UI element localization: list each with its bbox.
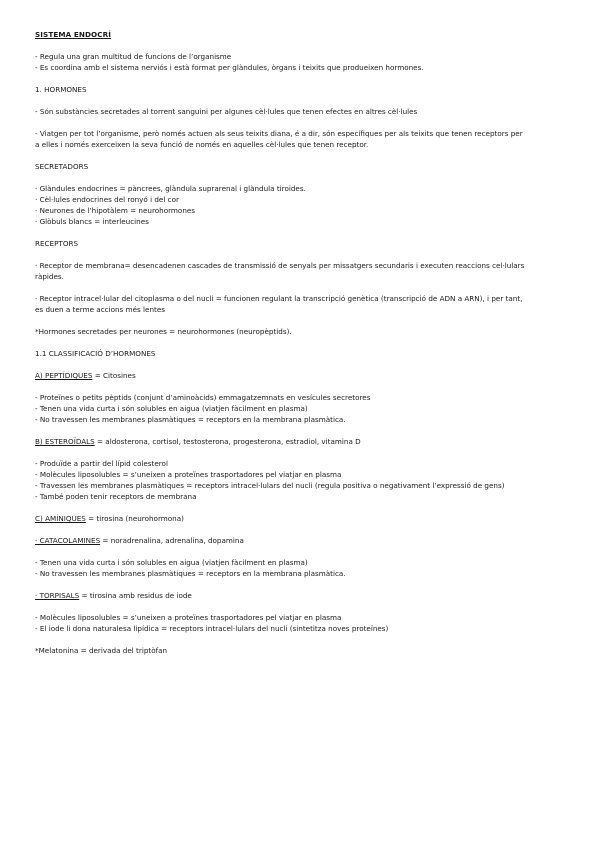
receptor-item: ràpides. — [35, 272, 64, 281]
receptor-item: · Receptor de membrana= desencadenen cascades de transmissió de senyals per missatgers secundaris i executen reaccions cel·lulars — [35, 261, 525, 270]
subheading-aminiques — [35, 513, 555, 524]
list-item: - Tenen una vida curta i són solubles en aigua (viatjen fàcilment en plasma) — [35, 404, 308, 413]
list-item: - Travessen les membranes plasmàtiques = receptors intracel·lulars del nucli (regula positiva o negativament l’expressió de gens) — [35, 481, 505, 490]
subheading-detail: = tirosina amb residus de iode — [79, 591, 192, 600]
hormones-paragraph: - Viatgen per tot l’organisme, però només actuen als seus teixits diana, é a dir, són específiques per als teixits que tenen receptors per — [35, 129, 523, 138]
secretador-item: · Neurones de l’hipotàlem = neurohormones — [35, 206, 196, 215]
section-heading-receptors: RECEPTORS — [35, 239, 79, 248]
secretador-item: · Glàndules endocrines = pàncrees, glàndula suprarenal i glàndula tiroides. — [35, 184, 306, 193]
document-title: SISTEMA ENDOCRÍ — [35, 30, 112, 39]
subheading-label: B) ESTEROÏDALS — [35, 437, 95, 446]
list-item: - No travessen les membranes plasmàtiques = receptors en la membrana plasmàtica. — [35, 415, 346, 424]
list-item: - No travessen les membranes plasmàtiques = receptors en la membrana plasmàtica. — [35, 569, 346, 578]
subheading-label: · TORPISALS — [35, 591, 80, 600]
list-item: - El iode li dona naturalesa lipídica = receptors intracel·lulars del nucli (sintetitza noves proteïnes) — [35, 624, 389, 633]
subheading-esteroidals — [35, 436, 555, 447]
list-item: - També poden tenir receptors de membrana — [35, 492, 197, 501]
section-heading-secretadors: SECRETADORS — [35, 162, 89, 171]
subheading-peptidiques — [35, 370, 555, 381]
document-page — [35, 29, 555, 656]
list-item: - Tenen una vida curta i són solubles en aigua (viatjen fàcilment en plasma) — [35, 558, 308, 567]
subheading-detail: = noradrenalina, adrenalina, dopamina — [100, 536, 244, 545]
hormones-paragraph: - Són substàncies secretades al torrent sanguini per algunes cèl·lules que tenen efectes en altres cèl·lules — [35, 107, 418, 116]
list-item: - Molècules liposolubles = s’uneixen a proteïnes trasportadores pel viatjar en plasma — [35, 470, 342, 479]
intro-line: - Regula una gran multitud de funcions de l’organisme — [35, 52, 232, 61]
subheading-torpisals — [35, 590, 555, 601]
receptor-item: · Receptor intracel·lular del citoplasma o del nucli = funcionen regulant la transcripció genètica (transcripció de ADN a ARN), i per tant, — [35, 294, 523, 303]
section-heading-classificacio: 1.1 CLASSIFICACIÓ D’HORMONES — [35, 349, 156, 358]
subheading-label: · CATACOLAMINES — [35, 536, 101, 545]
list-item: - Produïde a partir del lípid colesterol — [35, 459, 168, 468]
list-item: - Molècules liposolubles = s’uneixen a proteïnes trasportadores pel viatjar en plasma — [35, 613, 342, 622]
receptors-note: *Hormones secretades per neurones = neurohormones (neuropèptids). — [35, 327, 292, 336]
classificacio-note: *Melatonina = derivada del triptòfan — [35, 646, 168, 655]
subheading-detail: = Citosines — [92, 371, 136, 380]
subheading-label: A) PEPTÍDIQUES — [35, 371, 93, 380]
receptor-item: es duen a terme accions més lentes — [35, 305, 165, 314]
hormones-paragraph: a elles i només exerceixen la seva funció de només en aquelles cèl·lules que tenen receptor. — [35, 140, 369, 149]
list-item: - Proteïnes o petits pèptids (conjunt d’aminoàcids) emmagatzemnats en vesícules secretores — [35, 393, 371, 402]
subheading-detail: = tirosina (neurohormona) — [85, 514, 184, 523]
subheading-detail: = aldosterona, cortisol, testosterona, progesterona, estradiol, vitamina D — [94, 437, 361, 446]
subheading-label: C) AMÍNIQUES — [35, 514, 86, 523]
section-heading-hormones: 1. HORMONES — [35, 85, 87, 94]
intro-line: - Es coordina amb el sistema nerviós i està format per glàndules, òrgans i teixits que produeixen hormones. — [35, 63, 424, 72]
secretador-item: · Glòbuls blancs = interleucines — [35, 217, 149, 226]
subheading-catacolamines — [35, 535, 555, 546]
secretador-item: · Cèl·lules endocrines del ronyó i del cor — [35, 195, 179, 204]
